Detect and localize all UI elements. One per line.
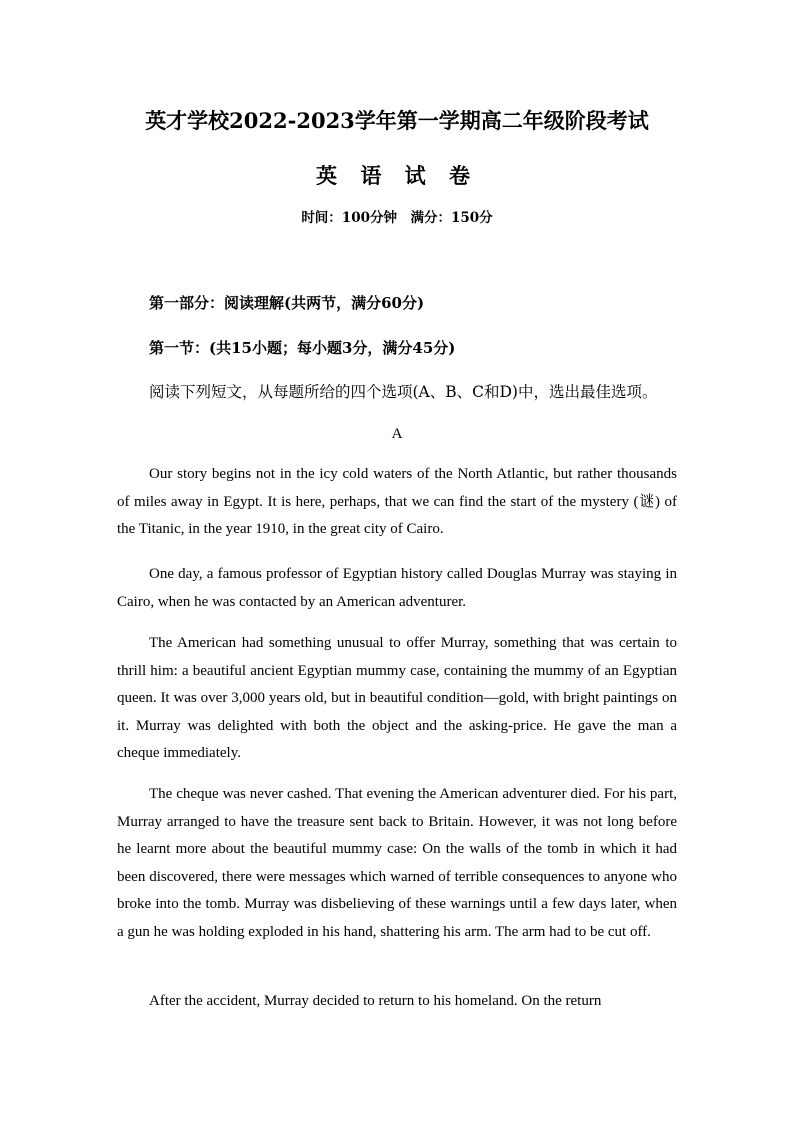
passage-paragraph: Our story begins not in the icy cold waters of the North Atlantic, but rather thousands of miles away in Egypt. It is here, perhaps, that we can find the start of the mystery (谜) of the Titanic, in the year 1910, in the great city of Cairo. [117, 466, 677, 537]
passage-paragraph: After the accident, Murray decided to return to his homeland. On the return [149, 993, 602, 1009]
time-score-line: 时间：100分钟 满分：150分 [301, 210, 493, 226]
passage-paragraph: One day, a famous professor of Egyptian history called Douglas Murray was staying in Cairo, when he was contacted by an American adventurer. [117, 566, 677, 610]
paper-title: 英 语 试 卷 [316, 163, 478, 188]
passage-label: A [391, 426, 403, 442]
passage-paragraph: The American had something unusual to offer Murray, something that was certain to thrill him: a beautiful ancient Egyptian mummy case, containing the mummy of an Egyptian queen. It was over 3,000 years old, but in beautiful condition—gold, with bright paintings on it. Murray was delighted with both the object and the asking-price. He gave the man a cheque immediately. [117, 635, 677, 761]
part-heading: 第一部分：阅读理解(共两节，满分60分) [149, 294, 425, 312]
section-heading: 第一节：(共15小题；每小题3分，满分45分) [149, 339, 456, 357]
passage-paragraph: The cheque was never cashed. That evening the American adventurer died. For his part, Murray arranged to have the treasure sent back to Britain. However, it was not long before he learnt more about the beautiful mummy case: On the walls of the tomb in which it had been discovered, there were messages which warned of terrible consequences to anyone who broke into the tomb. Murray was disbelieving of these warnings until a few days later, when a gun he was holding exploded in his hand, shattering his arm. The arm had to be cut off. [117, 786, 677, 940]
instruction-text: 阅读下列短文，从每题所给的四个选项(A、B、C和D)中，选出最佳选项。 [149, 383, 658, 401]
school-exam-title: 英才学校2022-2023学年第一学期高二年级阶段考试 [145, 108, 649, 133]
